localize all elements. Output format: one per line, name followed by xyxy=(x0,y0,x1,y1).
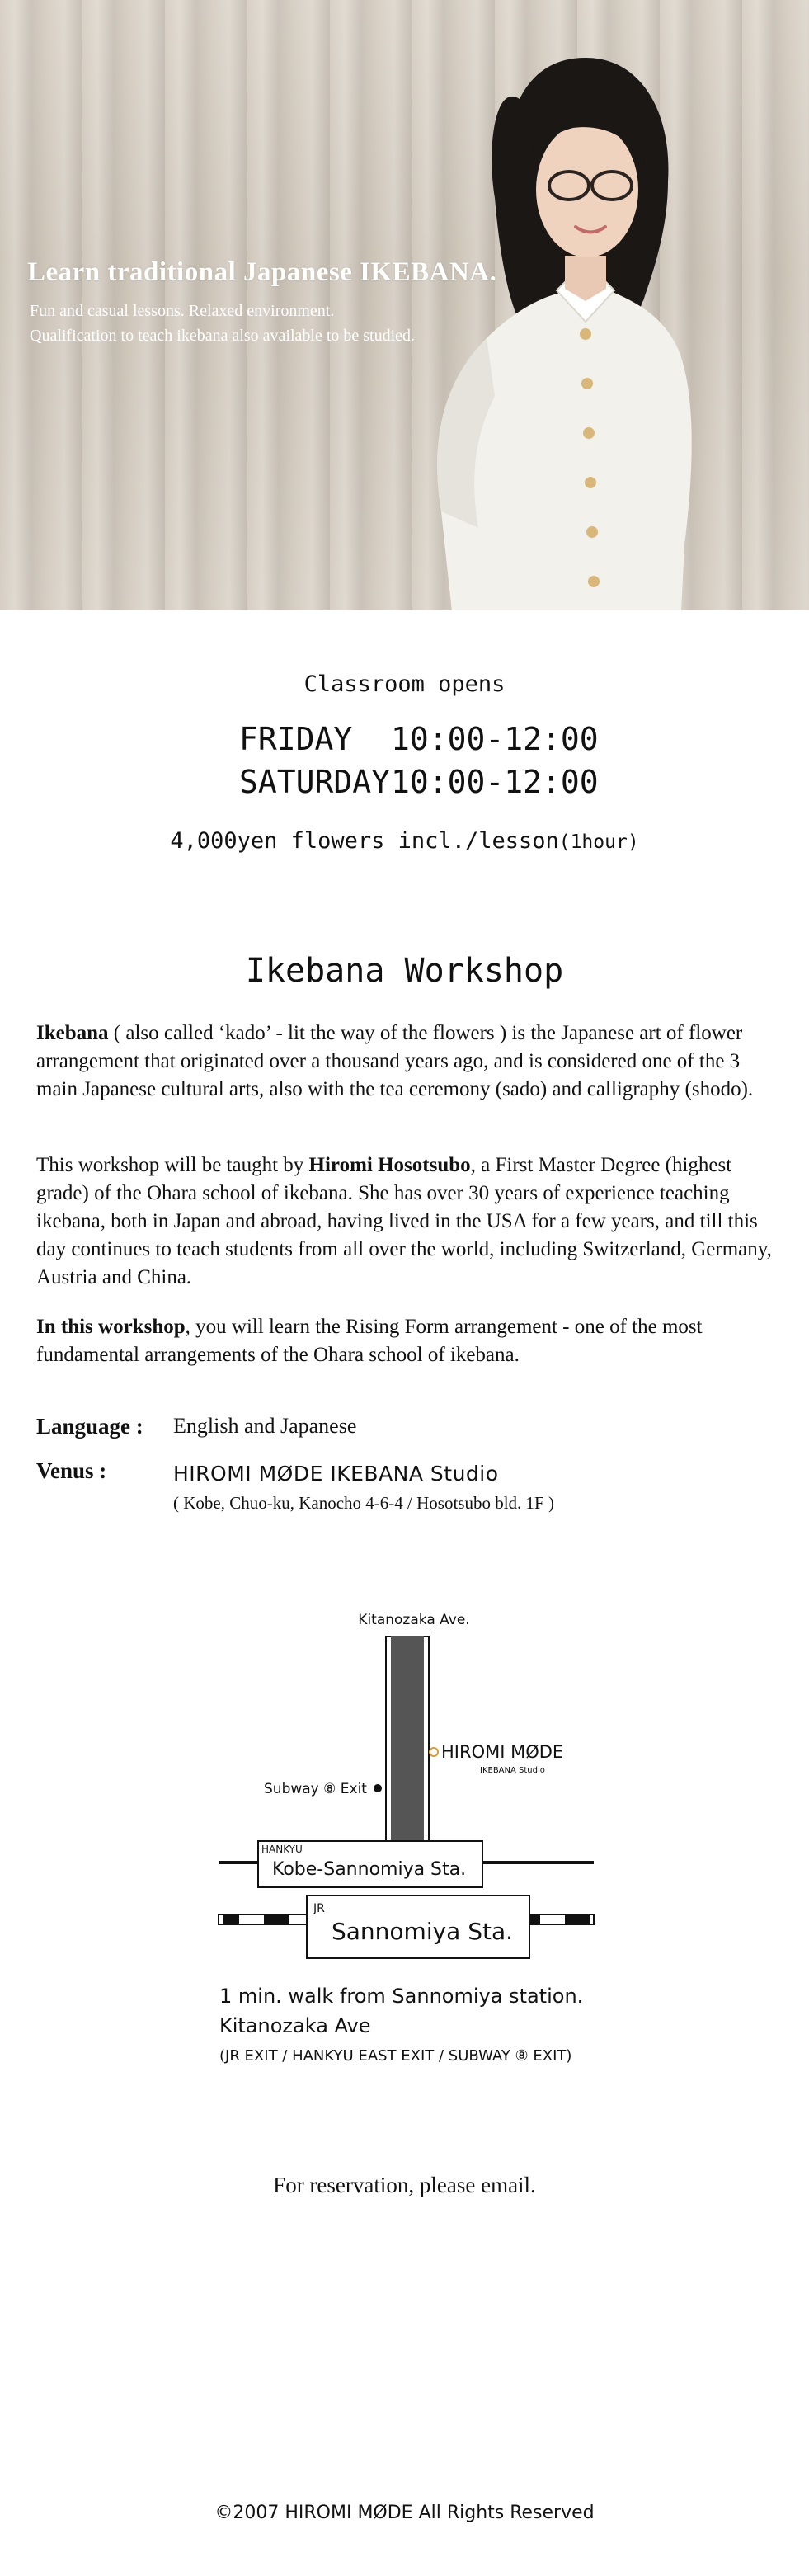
studio-name: HIROMI MØDE xyxy=(441,1742,564,1762)
language-label: Language : xyxy=(36,1414,143,1439)
reservation-note: For reservation, please email. xyxy=(273,2173,536,2197)
hero-title: Learn traditional Japanese IKEBANA. xyxy=(27,257,497,287)
schedule-table xyxy=(239,718,599,803)
instructor-photo xyxy=(396,49,742,610)
schedule-day: FRIDAY xyxy=(239,721,353,757)
studio-sub: IKEBANA Studio xyxy=(480,1766,545,1775)
workshop-paragraph-teacher xyxy=(36,1151,778,1292)
subway-exit-label: Subway ⑧ Exit xyxy=(264,1781,367,1797)
schedule-day: SATURDAY xyxy=(239,764,391,800)
price-info xyxy=(0,828,809,854)
hero-subtitle: Qualification to teach ikebana also available to be studied. xyxy=(30,327,416,345)
lesson-duration: (1hour) xyxy=(558,831,639,853)
access-map xyxy=(206,1600,610,1963)
workshop-title: Ikebana Workshop xyxy=(245,952,564,990)
venue-address: ( Kobe, Chuo-ku, Kanocho 4-6-4 / Hosotsubo bld. 1F ) xyxy=(173,1493,554,1513)
studio-marker xyxy=(430,1742,563,1775)
venue-label-text: Venus xyxy=(36,1458,94,1483)
access-walk: 1 min. walk from Sannomiya station. xyxy=(219,1985,584,2008)
street-label: Kitanozaka Ave. xyxy=(358,1612,470,1628)
jr-station-name: Sannomiya Sta. xyxy=(332,1918,514,1945)
hero-banner xyxy=(0,0,809,610)
access-exits: (JR EXIT / HANKYU EAST EXIT / SUBWAY ⑧ EXIT) xyxy=(219,2047,572,2065)
language-label-text: Language xyxy=(36,1414,131,1439)
kitanozaka-road xyxy=(391,1636,424,1843)
paragraph-text: ( also called ‘kado’ - lit the way of the flowers ) is the Japanese art of flower arrangement that originated over a thousand years ago, and is considered one of the 3 main Japanese cultural arts, also with the tea ceremony (sado) and calligraphy (shodo). xyxy=(36,1022,754,1100)
venue-name: HIROMI MØDE IKEBANA Studio xyxy=(173,1462,499,1486)
language-value: English and Japanese xyxy=(173,1414,357,1438)
paragraph-text: , you will learn the Rising Form arrangement - one of the most fundamental arrangements of the Ohara school of ikebana. xyxy=(36,1316,703,1366)
teacher-name: Hiromi Hosotsubo xyxy=(308,1154,471,1176)
hankyu-label: HANKYU xyxy=(261,1844,303,1855)
studio-dot-icon xyxy=(430,1748,438,1756)
workshop-paragraph-intro xyxy=(36,1020,778,1104)
schedule-heading: Classroom opens xyxy=(303,671,506,697)
copyright: ©2007 HIROMI MØDE All Rights Reserved xyxy=(214,2503,595,2523)
jr-label: JR xyxy=(313,1902,325,1915)
schedule-time: 10:00-12:00 xyxy=(391,764,599,800)
schedule-row xyxy=(239,761,599,803)
hankyu-station-name: Kobe-Sannomiya Sta. xyxy=(272,1859,467,1880)
schedule-time: 10:00-12:00 xyxy=(391,721,599,757)
paragraph-text: , a First Master Degree (highest grade) of the Ohara school of ikebana. She has over 30 years of experience teaching ikebana, both in Japan and abroad, having lived in the USA for a few years, and till this day continues to teach students from all over the world, including Switzerland, Germany, Austria and China. xyxy=(36,1154,772,1288)
paragraph-text: This workshop will be taught by xyxy=(36,1154,309,1176)
workshop-paragraph-content xyxy=(36,1313,778,1369)
price-text: 4,000yen flowers incl./lesson xyxy=(170,828,559,854)
workshop-term: In this workshop xyxy=(36,1316,186,1338)
hero-subtitle: Fun and casual lessons. Relaxed environment. xyxy=(30,302,335,320)
ikebana-term: Ikebana xyxy=(36,1022,109,1044)
access-street: Kitanozaka Ave xyxy=(219,2014,371,2037)
schedule-row xyxy=(239,718,599,761)
venue-label: Venus : xyxy=(36,1458,107,1483)
subway-exit-dot-icon xyxy=(374,1784,382,1792)
